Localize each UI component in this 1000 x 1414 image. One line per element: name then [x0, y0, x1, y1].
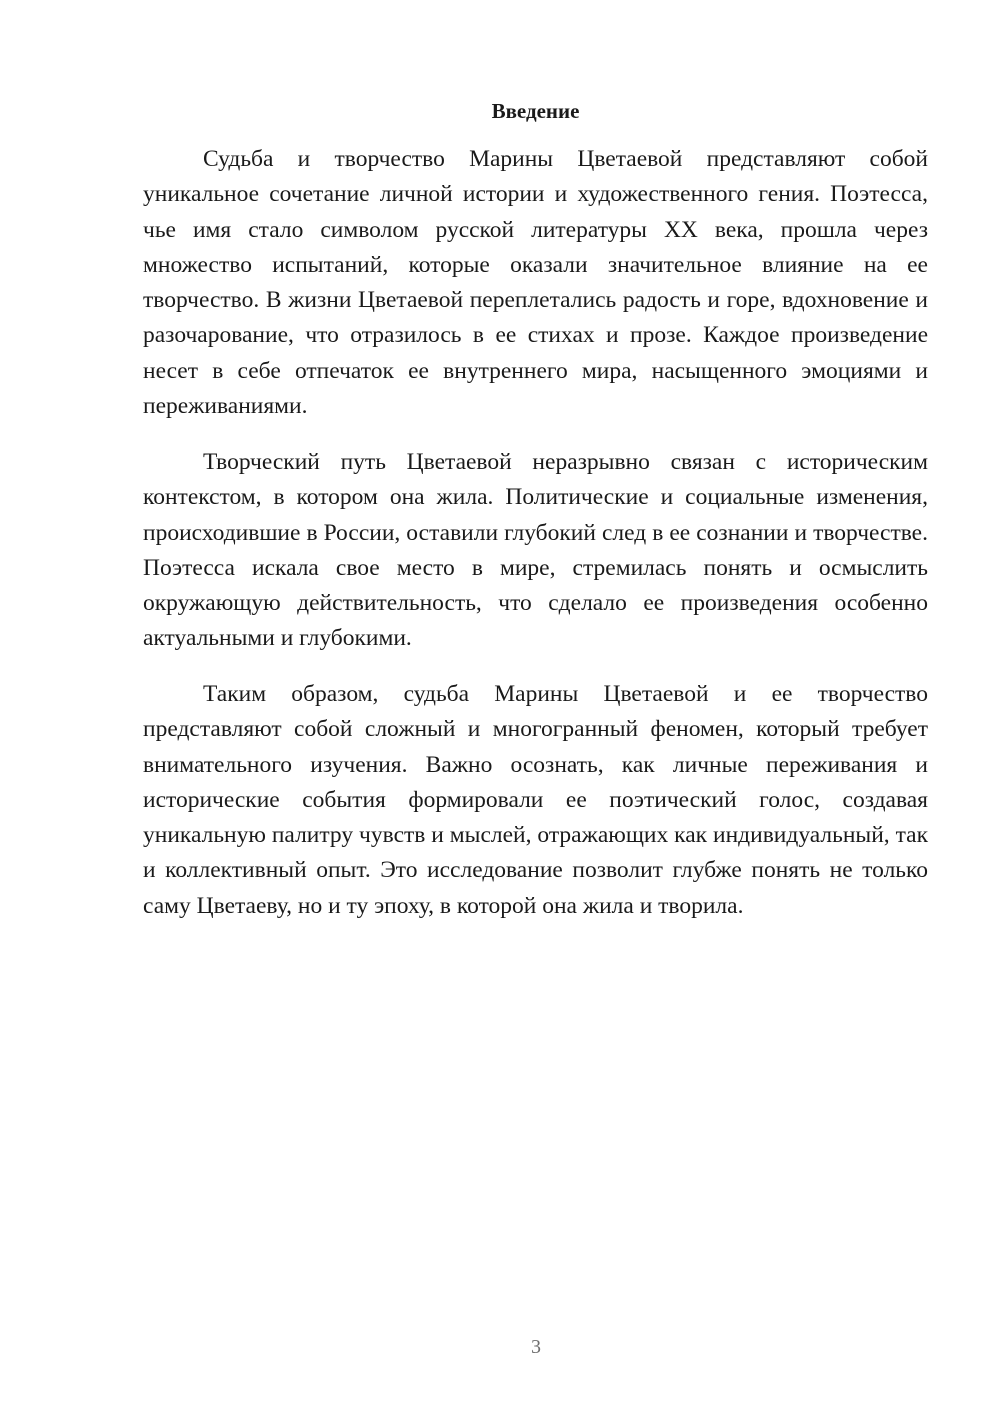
- paragraph-2: Творческий путь Цветаевой неразрывно связан с историческим контекстом, в котором она жила. Политические и социальные изменения, происходившие в России, оставили глубокий след в ее сознании и творчестве. Поэтесса искала свое место в мире, стремилась понять и осмыслить окружающую действительность, что сделало ее произведения особенно актуальными и глубокими.: [143, 449, 928, 652]
- page-number: 3: [531, 1336, 541, 1358]
- paragraph-3: Таким образом, судьба Марины Цветаевой и ее творчество представляют собой сложный и многогранный феномен, который требует внимательного изучения. Важно осознать, как личные переживания и исторические события формировали ее поэтический голос, создавая уникальную палитру чувств и мыслей, отражающих как индивидуальный, так и коллективный опыт. Это исследование позволит глубже понять не только саму Цветаеву, но и ту эпоху, в которой она жила и творила.: [143, 681, 928, 919]
- paragraph-1: Судьба и творчество Марины Цветаевой представляют собой уникальное сочетание личной истории и художественного гения. Поэтесса, чье имя стало символом русской литературы XX века, прошла через множество испытаний, которые оказали значительное влияние на ее творчество. В жизни Цветаевой переплетались радость и горе, вдохновение и разочарование, что отразилось в ее стихах и прозе. Каждое произведение несет в себе отпечаток ее внутреннего мира, насыщенного эмоциями и переживаниями.: [143, 146, 928, 420]
- section-heading: Введение: [491, 99, 580, 123]
